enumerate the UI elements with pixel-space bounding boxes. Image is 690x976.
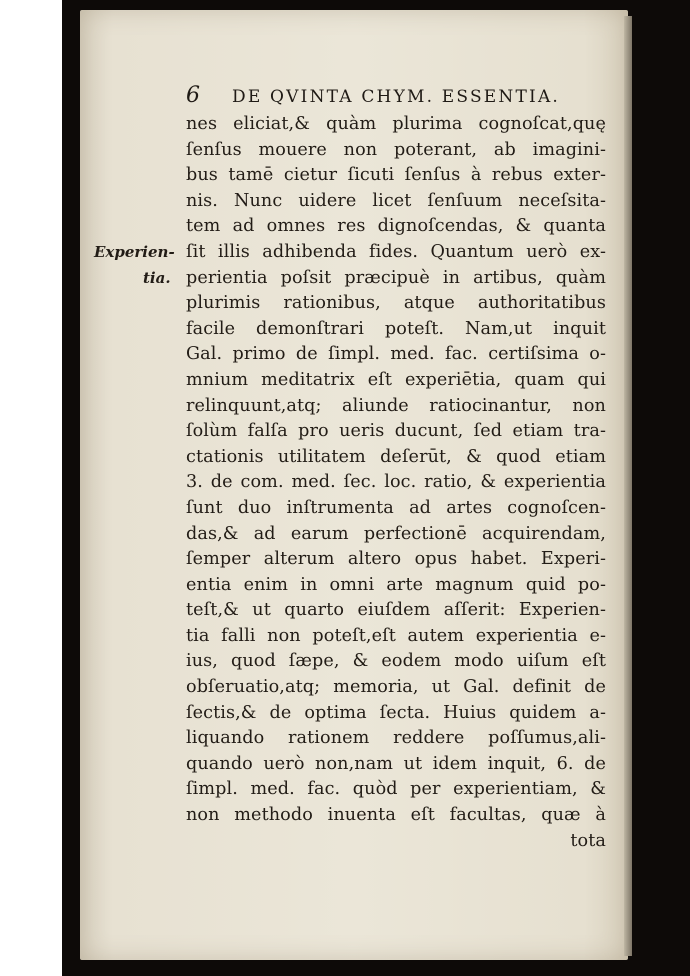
text-line: das,& ad earum perfectionē acquirendam, bbox=[186, 523, 606, 544]
text-line: non methodo inuenta eſt facultas, quæ à bbox=[186, 805, 606, 826]
text-line: ſolùm falſa pro ueris ducunt, ſed etiam tra- bbox=[186, 421, 606, 442]
marginal-note-line-2: tia. bbox=[143, 269, 171, 287]
text-line: ctationis utilitatem deſerūt, & quod etiam bbox=[186, 446, 606, 467]
text-line: obſeruatio,atq; memoria, ut Gal. definit de bbox=[186, 677, 606, 698]
text-line: nis. Nunc uidere licet ſenſuum neceſsita- bbox=[186, 190, 606, 211]
text-line: nes eliciat,& quàm plurima cognoſcat,quę bbox=[186, 114, 606, 134]
text-line: ſemper alterum altero opus habet. Experi- bbox=[186, 549, 606, 570]
text-line: tia falli non poteſt,eſt autem experientia e- bbox=[186, 625, 606, 646]
page-header bbox=[186, 82, 606, 110]
text-line: plurimis rationibus, atque authoritatibus bbox=[186, 293, 606, 314]
text-line: ius, quod ſæpe, & eodem modo uiſum eſt bbox=[186, 651, 606, 672]
text-line: 3. de com. med. ſec. loc. ratio, & experientia bbox=[186, 472, 606, 493]
text-line: liquando rationem reddere poſſumus,ali- bbox=[186, 728, 606, 749]
text-line: tem ad omnes res dignoſcendas, & quanta bbox=[186, 216, 606, 237]
text-line: ſit illis adhibenda fides. Quantum uerò ex- bbox=[186, 241, 606, 262]
page-number: 6 bbox=[186, 83, 200, 108]
text-line: mnium meditatrix eſt experiētia, quam qui bbox=[186, 369, 606, 390]
text-line: facile demonſtrari poteſt. Nam,ut inquit bbox=[186, 318, 606, 339]
left-margin-background bbox=[0, 0, 66, 976]
text-line: ſectis,& de optima ſecta. Huius quidem a- bbox=[186, 702, 606, 723]
body-text bbox=[186, 112, 606, 854]
marginal-note-line-1: Experien- bbox=[94, 243, 175, 261]
page-edge bbox=[624, 16, 632, 956]
text-line: teſt,& ut quarto eiuſdem aſſerit: Experien- bbox=[186, 600, 606, 621]
catchword: tota bbox=[570, 830, 606, 851]
text-line: perientia poſsit præcipuè in artibus, quàm bbox=[186, 267, 606, 288]
text-line: ſenſus mouere non poterant, ab imagini- bbox=[186, 139, 606, 160]
text-line: Gal. primo de ſimpl. med. fac. certiſsima o- bbox=[186, 344, 606, 365]
text-line: entia enim in omni arte magnum quid po- bbox=[186, 574, 606, 595]
text-line: relinquunt,atq; aliunde ratiocinantur, non bbox=[186, 395, 606, 416]
text-line: bus tamē cietur ſicuti ſenſus à rebus exter- bbox=[186, 165, 606, 186]
running-head: DE QVINTA CHYM. ESSENTIA. bbox=[232, 87, 561, 107]
text-line: quando uerò non,nam ut idem inquit, 6. de bbox=[186, 753, 606, 774]
text-line: ſunt duo inſtrumenta ad artes cognoſcen- bbox=[186, 497, 606, 518]
text-line: ſimpl. med. fac. quòd per experientiam, & bbox=[186, 779, 606, 800]
